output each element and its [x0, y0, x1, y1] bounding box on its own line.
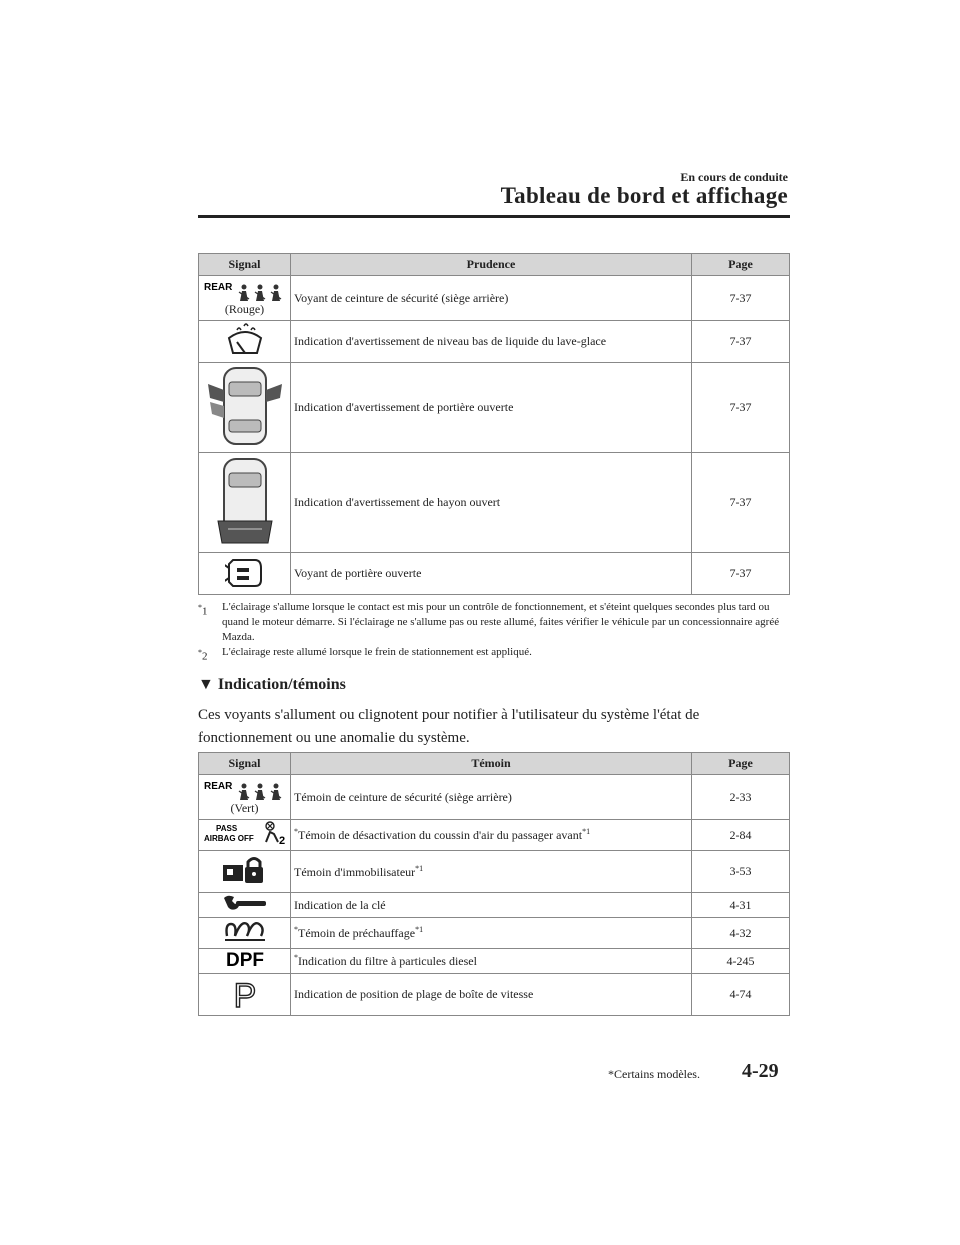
section-label: En cours de conduite: [680, 170, 788, 184]
page-cell: 4-74: [692, 974, 790, 1016]
description-cell: Indication d'avertissement de niveau bas de liquide du lave-glace: [291, 321, 692, 363]
chapter-title: Tableau de bord et affichage: [500, 183, 788, 208]
dpf-icon: [219, 949, 271, 969]
signal-caption: (Rouge): [224, 302, 265, 316]
signal-cell: [199, 321, 291, 363]
signal-caption: (Vert): [230, 801, 259, 815]
description-cell: Voyant de portière ouverte: [291, 553, 692, 595]
signal-cell: [199, 820, 291, 851]
page-cell: 7-37: [692, 321, 790, 363]
signal-cell: [199, 949, 291, 974]
page-number: 4-29: [742, 1060, 779, 1082]
note-1: [198, 600, 790, 645]
table-row: [199, 276, 790, 321]
wrench-icon: [222, 894, 268, 912]
liftgate-open-car-icon: [204, 455, 286, 547]
svg-text:P: P: [233, 976, 256, 1011]
description-cell: Indication de la clé: [291, 893, 692, 918]
indicator-signal-table: [198, 752, 790, 1016]
washer-fluid-icon: [225, 322, 265, 358]
table-header-row: [199, 753, 790, 775]
signal-cell: [199, 553, 291, 595]
description-cell: Voyant de ceinture de sécurité (siège arrière): [291, 276, 692, 321]
col-header-prudence: Prudence: [291, 254, 692, 276]
description-cell: Indication d'avertissement de hayon ouvert: [291, 453, 692, 553]
subheading: [198, 676, 346, 694]
note-number: *2: [198, 648, 208, 663]
description-cell: Témoin d'immobilisateur$^{*1}$: [291, 851, 692, 893]
glow-plug-icon: [223, 918, 267, 944]
note-2: [198, 645, 790, 663]
subheading-text: Indication/témoins: [217, 676, 346, 693]
page-cell: 3-53: [692, 851, 790, 893]
note-number: *1: [198, 603, 208, 618]
svg-text:REAR: REAR: [203, 781, 232, 792]
page-cell: 4-32: [692, 918, 790, 949]
door-ajar-icon: [225, 554, 265, 590]
table-row: [199, 775, 790, 820]
svg-text:DPF: DPF: [225, 950, 264, 969]
note-text: L'éclairage s'allume lorsque le contact est mis pour un contrôle de fonctionnement, et s'éteint quelques secondes plus tard ou quand le moteur démarre. Si l'éclairage ne s'allume pas ou reste allumé, faites vérifier le véhicule par un concessionnaire agréé Mazda.: [222, 601, 780, 643]
col-header-signal: Signal: [199, 254, 291, 276]
intro-paragraph: Ces voyants s'allument ou clignotent pour notifier à l'utilisateur du système l'état de fonctionnement ou une anomalie du système.: [198, 707, 700, 746]
warning-signal-table: [198, 253, 790, 595]
signal-cell: [199, 851, 291, 893]
immobilizer-icon: [221, 855, 269, 885]
page-cell: 2-33: [692, 775, 790, 820]
svg-text:REAR: REAR: [203, 282, 232, 293]
svg-text:2: 2: [278, 835, 285, 846]
col-header-temoin: Témoin: [291, 753, 692, 775]
note-text: L'éclairage reste allumé lorsque le frein de stationnement est appliqué.: [222, 646, 532, 658]
signal-cell: [199, 974, 291, 1016]
description-cell: *Témoin de préchauffage$^{*1}$: [291, 918, 692, 949]
rear-seatbelt-warning-icon: [202, 279, 288, 303]
table-header-row: [199, 254, 790, 276]
table-row: [199, 553, 790, 595]
col-header-page: Page: [692, 753, 790, 775]
page-cell: 7-37: [692, 553, 790, 595]
page-cell: 7-37: [692, 453, 790, 553]
table-row: [199, 321, 790, 363]
models-footnote: *Certains modèles.: [608, 1067, 700, 1081]
col-header-page: Page: [692, 254, 790, 276]
notes: [198, 600, 790, 663]
description-cell: *Indication du filtre à particules diesel: [291, 949, 692, 974]
svg-text:AIRBAG OFF: AIRBAG OFF: [203, 834, 254, 843]
table-row: [199, 851, 790, 893]
svg-text:PASS: PASS: [215, 824, 237, 833]
page-cell: 4-31: [692, 893, 790, 918]
passenger-airbag-off-icon: [202, 820, 288, 846]
page-cell: 7-37: [692, 363, 790, 453]
triangle-down-icon: ▼: [198, 676, 214, 693]
table-row: [199, 363, 790, 453]
table-row: [199, 974, 790, 1016]
rear-seatbelt-indicator-icon: [202, 778, 288, 802]
table-row: [199, 820, 790, 851]
signal-cell: [199, 775, 291, 820]
signal-cell: [199, 893, 291, 918]
signal-cell: [199, 363, 291, 453]
col-header-signal: Signal: [199, 753, 291, 775]
park-position-icon: [230, 975, 260, 1011]
page-cell: 2-84: [692, 820, 790, 851]
signal-cell: [199, 918, 291, 949]
description-cell: Indication d'avertissement de portière ouverte: [291, 363, 692, 453]
page-cell: 7-37: [692, 276, 790, 321]
door-open-car-icon: [204, 364, 286, 448]
page-cell: 4-245: [692, 949, 790, 974]
description-cell: Indication de position de plage de boîte de vitesse: [291, 974, 692, 1016]
table-row: [199, 453, 790, 553]
signal-cell: [199, 453, 291, 553]
table-row: [199, 893, 790, 918]
description-cell: *Témoin de désactivation du coussin d'air du passager avant$^{*1}$: [291, 820, 692, 851]
table-row: [199, 949, 790, 974]
description-cell: Témoin de ceinture de sécurité (siège arrière): [291, 775, 692, 820]
table-row: [199, 918, 790, 949]
header-rule: [198, 215, 790, 218]
signal-cell: [199, 276, 291, 321]
